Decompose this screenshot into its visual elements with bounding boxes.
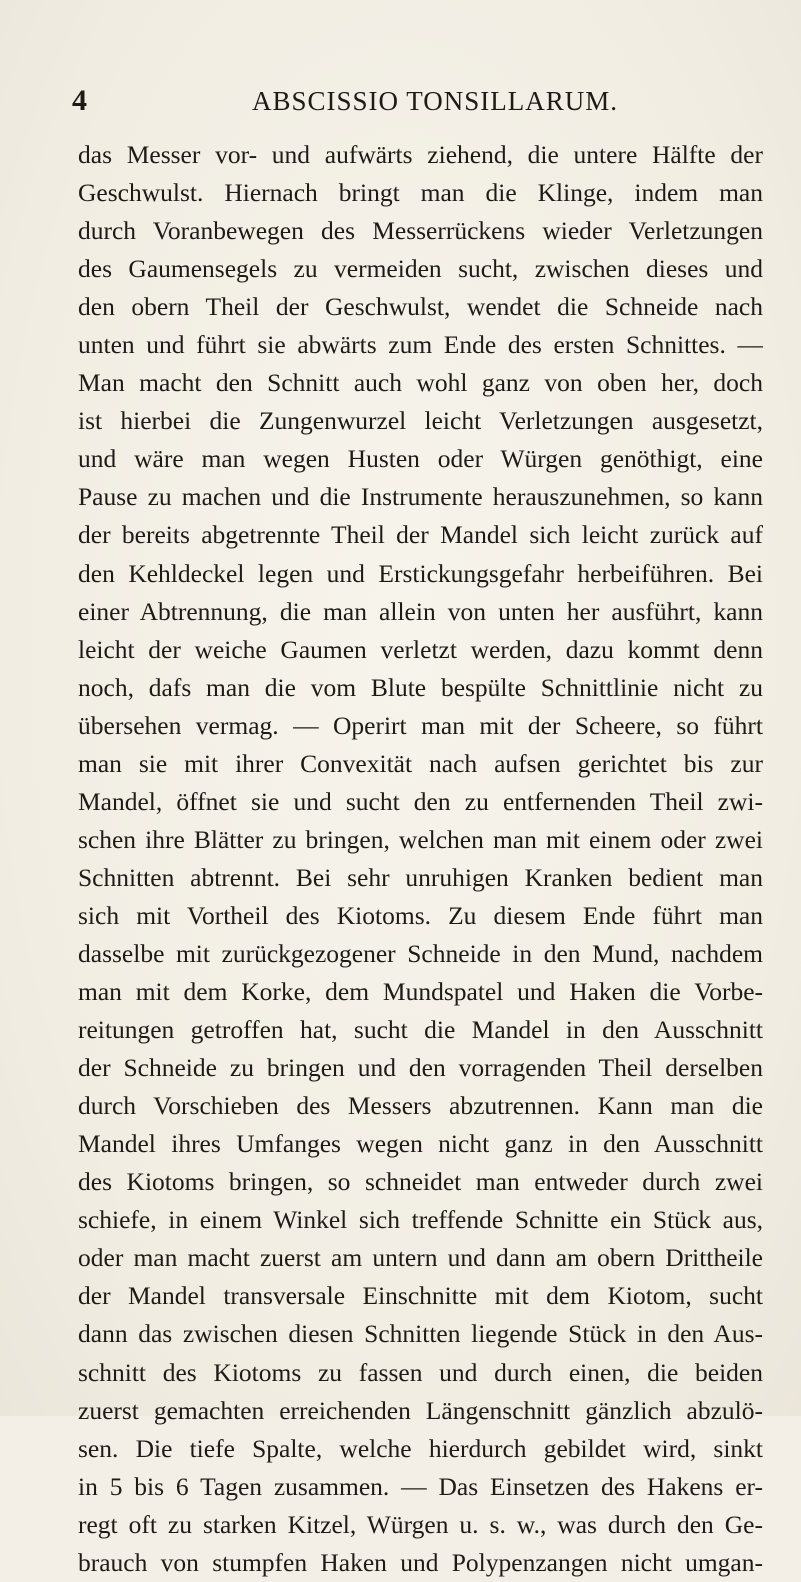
text-line: man mit dem Korke, dem Mundspatel und Haken die Vorbe- (78, 977, 763, 1007)
text-line: dasselbe mit zurückgezogener Schneide in den Mund, nachdem (78, 938, 763, 968)
body-text (78, 136, 763, 1582)
text-line: den obern Theil der Geschwulst, wendet die Schneide nach (78, 292, 763, 322)
text-line: der bereits abgetrennte Theil der Mandel sich leicht zurück auf (78, 520, 763, 550)
text-line: reitungen getroffen hat, sucht die Mandel in den Ausschnitt (78, 1015, 763, 1045)
text-line: schnitt des Kiotoms zu fassen und durch einen, die beiden (78, 1357, 763, 1387)
running-title: ABSCISSIO TONSILLARUM. (251, 86, 619, 116)
text-line: sich mit Vortheil des Kiotoms. Zu diesem Ende führt man (78, 900, 763, 930)
text-line: Geschwulst. Hiernach bringt man die Klinge, indem man (78, 178, 763, 208)
page-number: 4 (72, 84, 87, 117)
text-line: des Kiotoms bringen, so schneidet man entweder durch zwei (78, 1167, 763, 1197)
text-line: oder man macht zuerst am untern und dann am obern Drittheile (78, 1243, 763, 1273)
text-line: schiefe, in einem Winkel sich treffende Schnitte ein Stück aus, (78, 1205, 763, 1235)
text-line: brauch von stumpfen Haken und Polypenzangen nicht umgan- (78, 1547, 763, 1577)
text-line: einer Abtrennung, die man allein von unten her ausführt, kann (78, 596, 763, 626)
text-line: regt oft zu starken Kitzel, Würgen u. s. w., was durch den Ge- (78, 1509, 763, 1539)
text-line: der Mandel transversale Einschnitte mit dem Kiotom, sucht (78, 1281, 763, 1311)
text-line: und wäre man wegen Husten oder Würgen genöthigt, eine (78, 444, 763, 474)
text-line: Pause zu machen und die Instrumente herauszunehmen, so kann (78, 482, 763, 512)
text-line: ist hierbei die Zungenwurzel leicht Verletzungen ausgesetzt, (78, 406, 763, 436)
text-line: dann das zwischen diesen Schnitten liegende Stück in den Aus- (78, 1319, 763, 1349)
text-line: in 5 bis 6 Tagen zusammen. — Das Einsetzen des Hakens er- (78, 1471, 763, 1501)
text-line: der Schneide zu bringen und den vorragenden Theil derselben (78, 1053, 763, 1083)
text-line: den Kehldeckel legen und Erstickungsgefahr herbeiführen. Bei (78, 558, 763, 588)
text-line: das Messer vor- und aufwärts ziehend, die untere Hälfte der (78, 140, 763, 169)
text-line: noch, dafs man die vom Blute bespülte Schnittlinie nicht zu (78, 672, 763, 702)
text-line: Mandel, öffnet sie und sucht den zu entfernenden Theil zwi- (78, 786, 763, 816)
text-line: Mandel ihres Umfanges wegen nicht ganz in den Ausschnitt (78, 1129, 763, 1159)
text-line: des Gaumensegels zu vermeiden sucht, zwischen dieses und (78, 254, 763, 284)
text-line: schen ihre Blätter zu bringen, welchen man mit einem oder zwei (78, 824, 763, 854)
text-line: zuerst gemachten erreichenden Längenschnitt gänzlich abzulö- (78, 1395, 763, 1425)
text-line: sen. Die tiefe Spalte, welche hierdurch gebildet wird, sinkt (78, 1433, 763, 1463)
page-header (60, 84, 770, 120)
text-line: Schnitten abtrennt. Bei sehr unruhigen Kranken bedient man (78, 862, 763, 892)
text-line: Man macht den Schnitt auch wohl ganz von oben her, doch (78, 368, 763, 398)
text-line: durch Vorschieben des Messers abzutrennen. Kann man die (78, 1091, 763, 1121)
text-line: man sie mit ihrer Convexität nach aufsen gerichtet bis zur (78, 748, 763, 778)
text-line: leicht der weiche Gaumen verletzt werden, dazu kommt denn (78, 634, 763, 664)
text-line: übersehen vermag. — Operirt man mit der Scheere, so führt (78, 710, 763, 740)
text-line: durch Voranbewegen des Messerrückens wieder Verletzungen (78, 216, 763, 246)
text-line: unten und führt sie abwärts zum Ende des ersten Schnittes. — (78, 330, 763, 360)
